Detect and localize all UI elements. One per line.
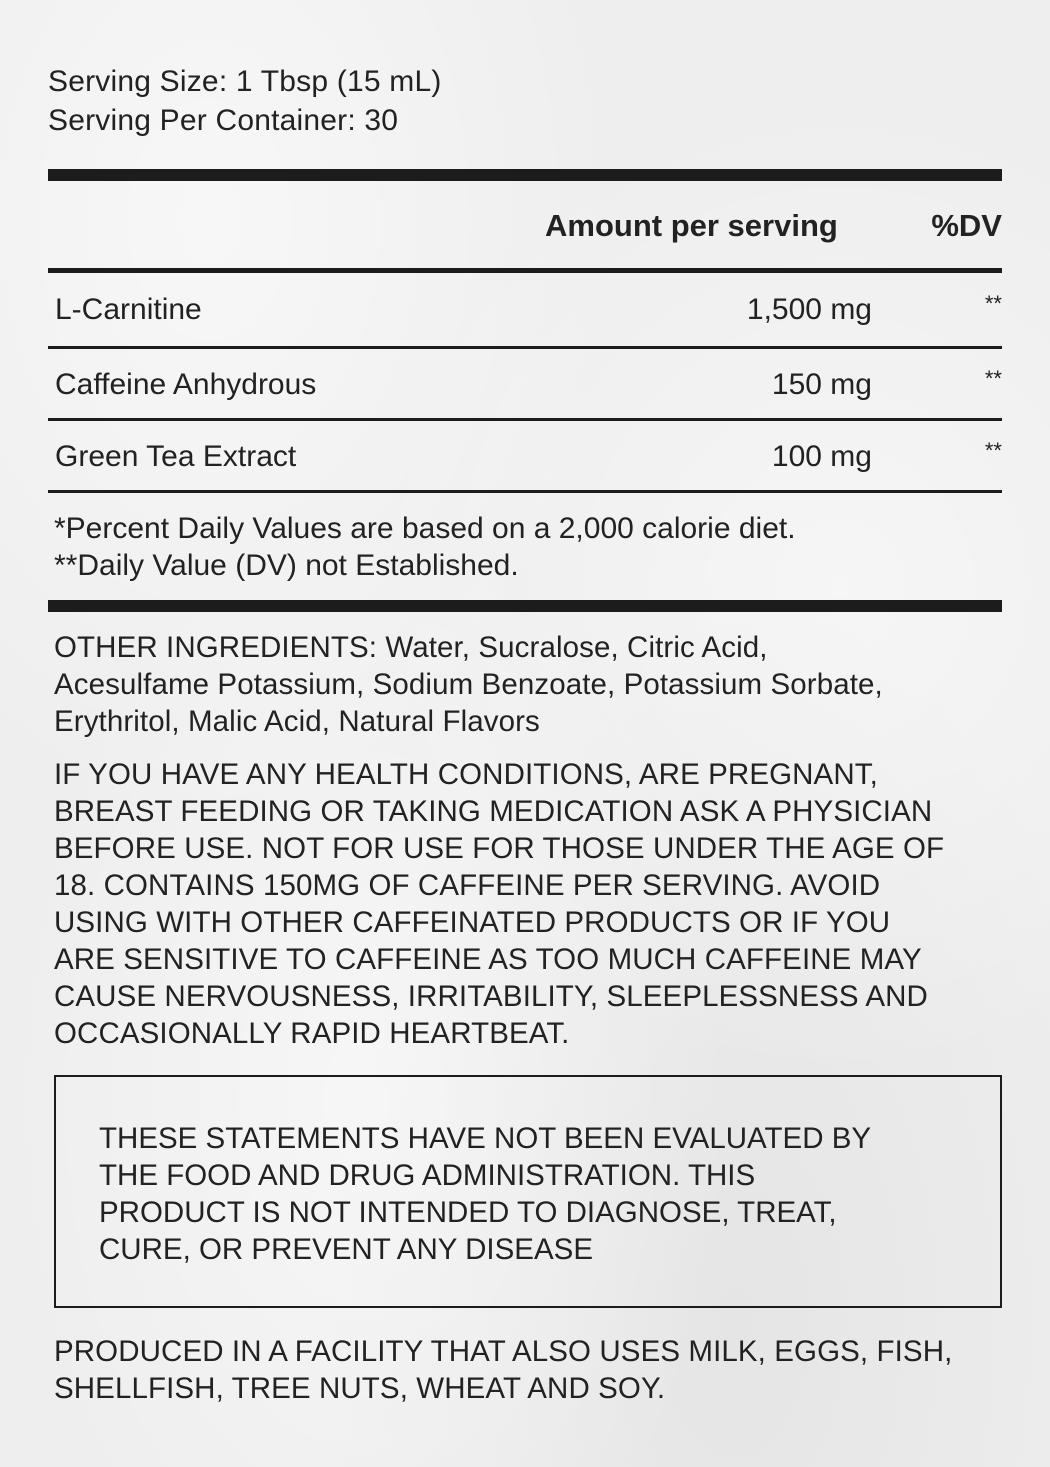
daily-value-footnotes <box>54 510 796 584</box>
disclaimer-line: PRODUCT IS NOT INTENDED TO DIAGNOSE, TREAT, <box>99 1196 837 1229</box>
other-ingredients-line: Acesulfame Potassium, Sodium Benzoate, Potassium Sorbate, <box>54 668 883 701</box>
nutrient-row <box>48 290 1002 330</box>
warning-line: ARE SENSITIVE TO CAFFEINE AS TOO MUCH CAFFEINE MAY <box>54 943 922 976</box>
warning-line: BREAST FEEDING OR TAKING MEDICATION ASK A PHYSICIAN <box>54 795 933 828</box>
disclaimer-line: CURE, OR PREVENT ANY DISEASE <box>99 1233 593 1266</box>
thick-divider-top <box>48 169 1002 181</box>
nutrient-name: Caffeine Anhydrous <box>55 368 317 401</box>
dv-header: %DV <box>931 208 1002 243</box>
health-warning <box>54 756 994 1052</box>
other-ingredients-line: OTHER INGREDIENTS: Water, Sucralose, Citric Acid, <box>54 631 768 664</box>
thick-divider-bottom <box>48 600 1002 612</box>
nutrient-amount: 100 mg <box>771 440 872 473</box>
nutrient-row <box>48 365 1002 405</box>
warning-line: USING WITH OTHER CAFFEINATED PRODUCTS OR IF YOU <box>54 906 891 939</box>
warning-line: OCCASIONALLY RAPID HEARTBEAT. <box>54 1017 570 1050</box>
nutrient-name: L-Carnitine <box>55 293 202 326</box>
footnote-dv-not-established: **Daily Value (DV) not Established. <box>54 549 519 582</box>
warning-line: 18. CONTAINS 150MG OF CAFFEINE PER SERVING. AVOID <box>54 869 881 902</box>
nutrient-dv: ** <box>984 366 1002 391</box>
row-divider <box>48 490 1002 493</box>
amount-per-serving-header: Amount per serving <box>545 208 838 243</box>
disclaimer-line: THESE STATEMENTS HAVE NOT BEEN EVALUATED BY <box>99 1122 872 1155</box>
other-ingredients <box>54 629 994 740</box>
warning-line: IF YOU HAVE ANY HEALTH CONDITIONS, ARE PREGNANT, <box>54 758 878 791</box>
warning-line: CAUSE NERVOUSNESS, IRRITABILITY, SLEEPLESSNESS AND <box>54 980 928 1013</box>
row-divider <box>48 346 1002 349</box>
serving-size: Serving Size: 1 Tbsp (15 mL) <box>48 65 442 98</box>
allergen-line: PRODUCED IN A FACILITY THAT ALSO USES MILK, EGGS, FISH, <box>54 1335 953 1368</box>
nutrient-name: Green Tea Extract <box>55 440 297 473</box>
nutrient-dv: ** <box>984 291 1002 316</box>
header-divider <box>48 268 1002 273</box>
row-divider <box>48 418 1002 421</box>
nutrient-row <box>48 437 1002 477</box>
fda-disclaimer <box>99 1120 871 1268</box>
nutrient-dv: ** <box>984 438 1002 463</box>
disclaimer-line: THE FOOD AND DRUG ADMINISTRATION. THIS <box>99 1159 756 1192</box>
warning-line: BEFORE USE. NOT FOR USE FOR THOSE UNDER THE AGE OF <box>54 832 945 865</box>
nutrient-amount: 150 mg <box>771 368 872 401</box>
allergen-line: SHELLFISH, TREE NUTS, WHEAT AND SOY. <box>54 1372 666 1405</box>
other-ingredients-line: Erythritol, Malic Acid, Natural Flavors <box>54 705 540 738</box>
footnote-percent-dv: *Percent Daily Values are based on a 2,000 calorie diet. <box>54 512 796 545</box>
servings-per-container: Serving Per Container: 30 <box>48 104 399 137</box>
fda-disclaimer-box <box>54 1075 1002 1308</box>
nutrient-amount: 1,500 mg <box>746 293 872 326</box>
serving-info <box>48 62 442 140</box>
allergen-statement <box>54 1333 994 1407</box>
